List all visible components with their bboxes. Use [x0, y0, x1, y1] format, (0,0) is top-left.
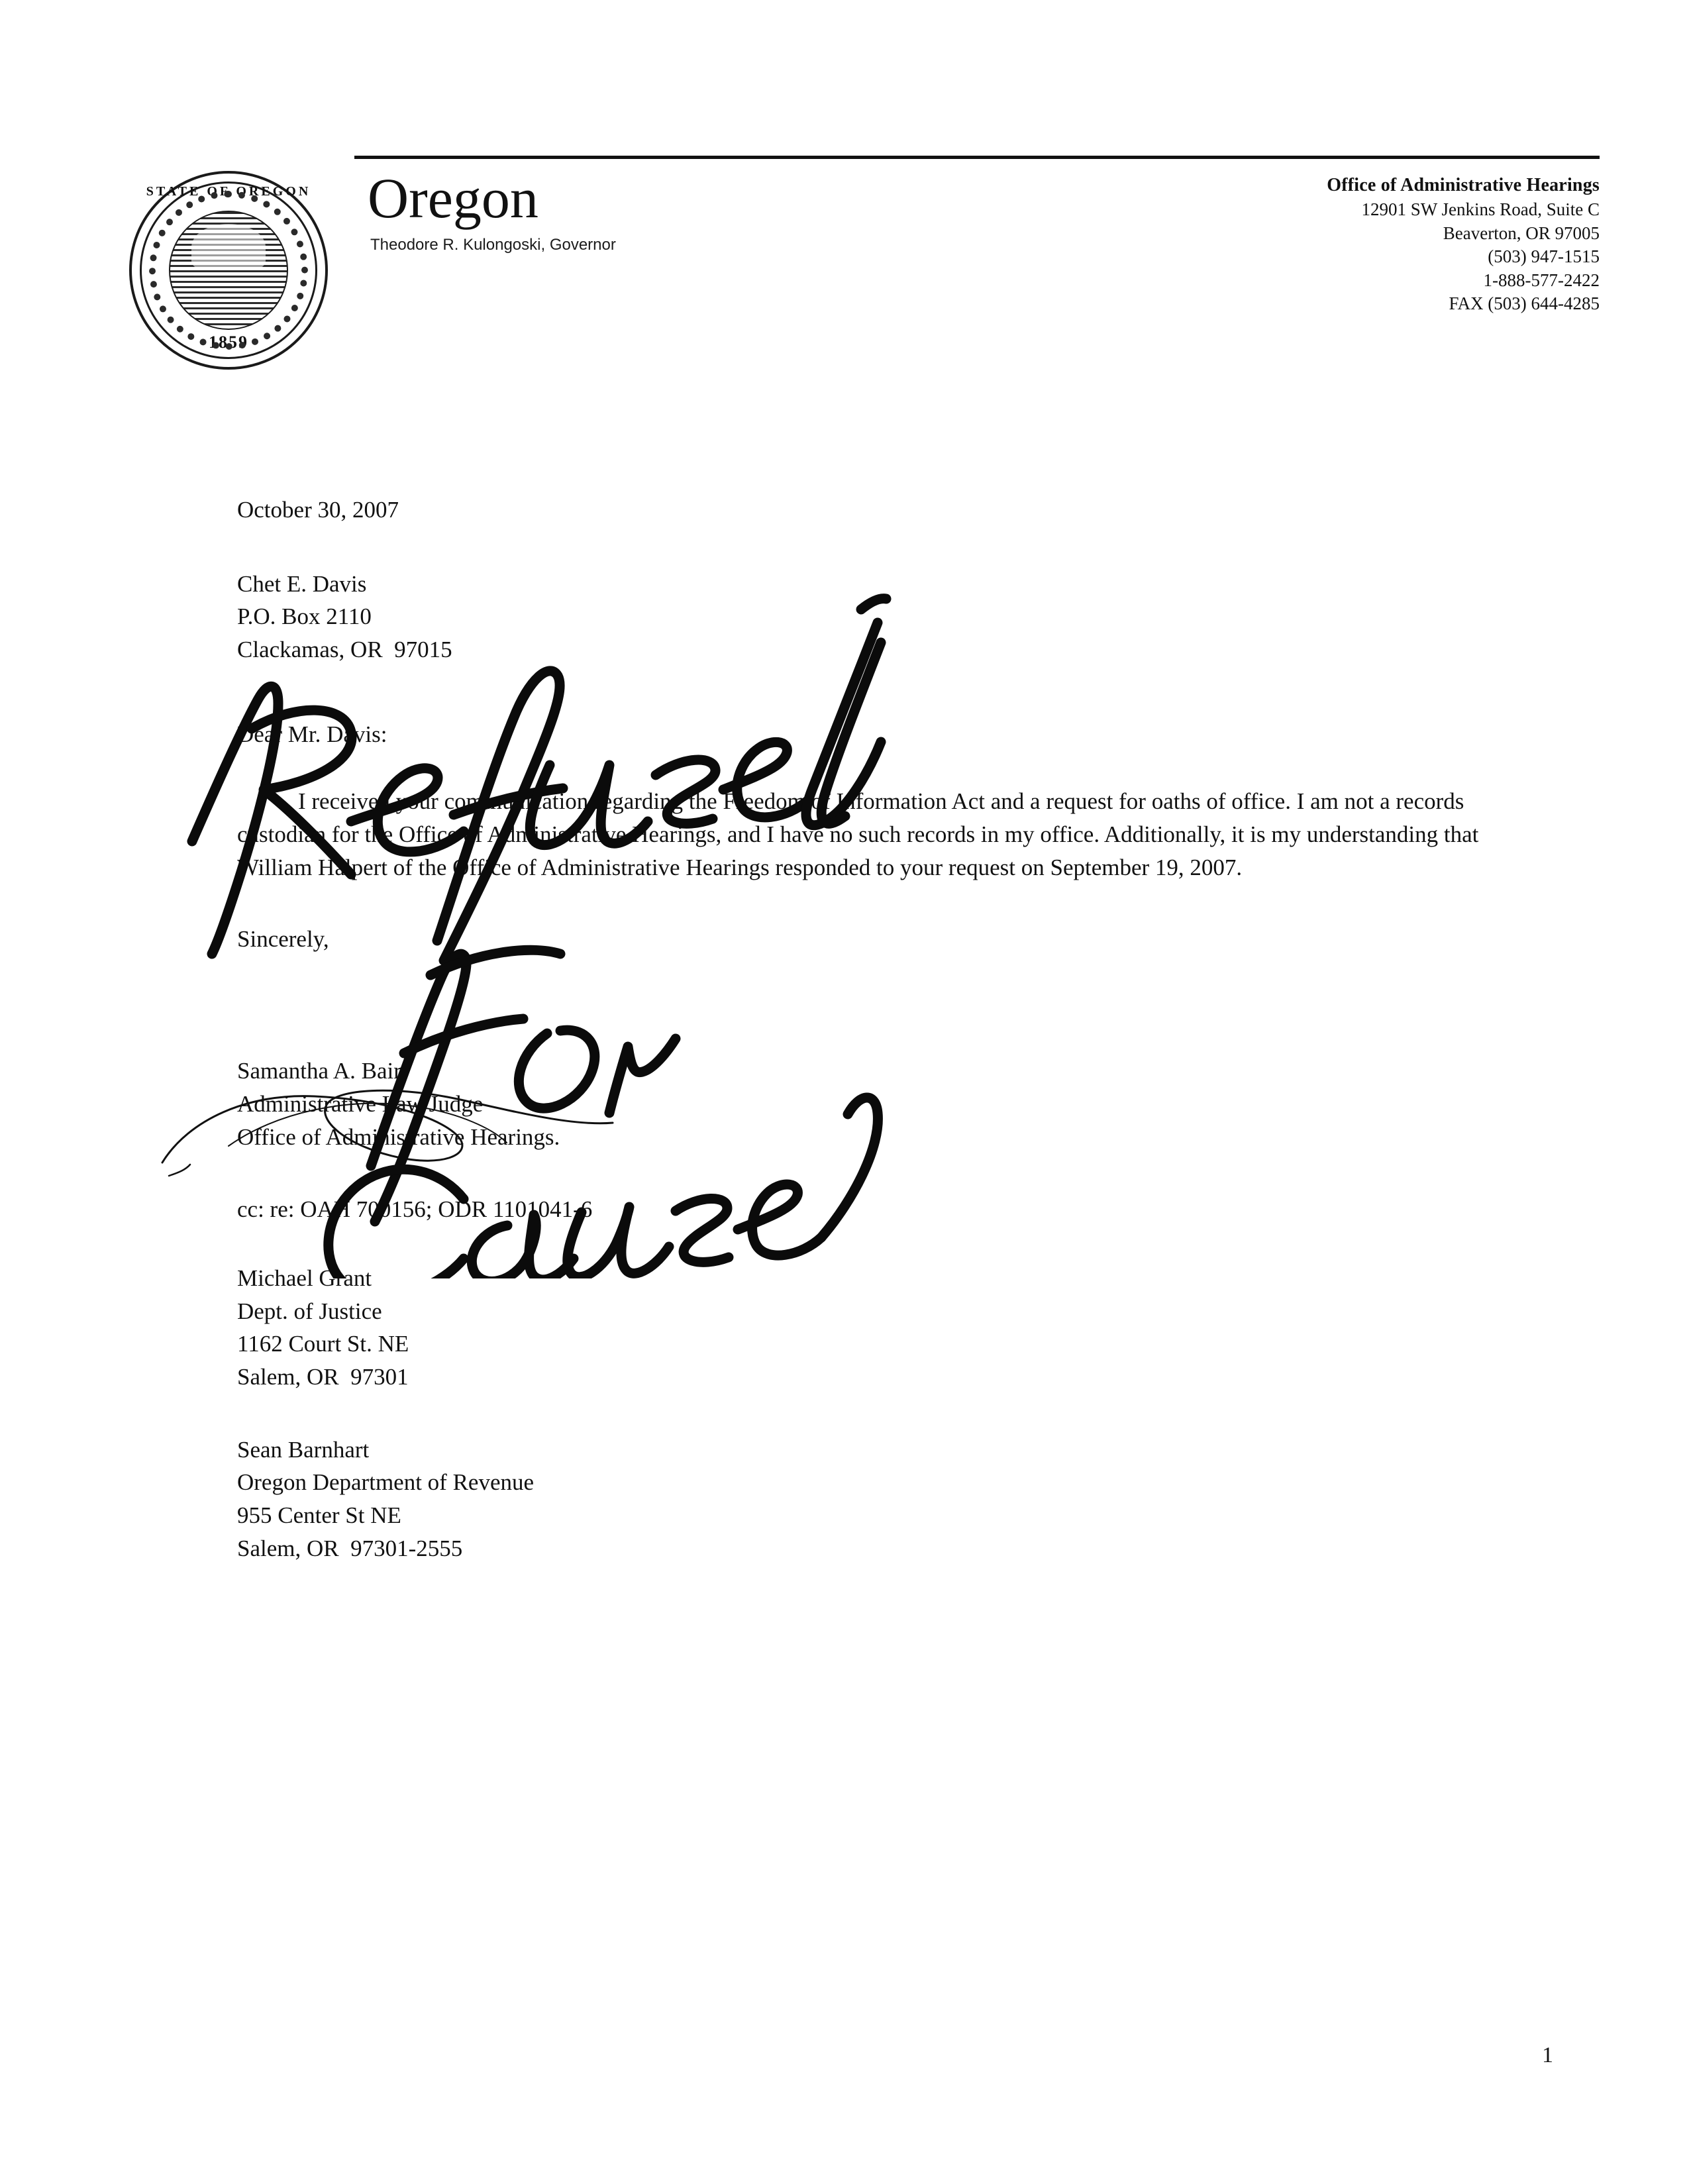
salutation: Dear Mr. Davis:: [237, 721, 387, 747]
seal-bottom-text: 1859: [209, 333, 248, 352]
salutation-block: [237, 718, 1496, 751]
signer-block: [237, 1055, 1496, 1153]
cc-recipient-1-org: Dept. of Justice: [237, 1298, 382, 1324]
recipient-address-block: [237, 568, 1496, 666]
cc-recipient-1-city-state-zip: Salem, OR 97301: [237, 1364, 409, 1390]
cc-recipient-2-org: Oregon Department of Revenue: [237, 1469, 535, 1496]
seal-inner-shield: [169, 211, 288, 330]
office-city-state-zip: Beaverton, OR 97005: [1443, 223, 1600, 243]
cc-recipient-2: [237, 1433, 1496, 1565]
closing: Sincerely,: [237, 925, 329, 952]
office-phone: (503) 947-1515: [1488, 246, 1600, 267]
closing-block: [237, 923, 1496, 956]
office-fax: FAX (503) 644-4285: [1449, 293, 1600, 314]
state-name: Oregon: [368, 166, 538, 230]
letter-date: October 30, 2007: [237, 497, 399, 523]
cc-recipient-1-address: 1162 Court St. NE: [237, 1331, 409, 1357]
seal-top-text: STATE OF OREGON: [146, 184, 311, 199]
body-paragraph-1: I received your communication regarding the Freedom of Information Act and a request for oaths of office. I am not a records custodian for the Office of Administrative Hearings, and I have no such records in my office. Additionally, it is my understanding that William Halpert of the Office of Administrative Hearings responded to your request on September 19, 2007.: [237, 788, 1479, 880]
cc-recipient-2-city-state-zip: Salem, OR 97301-2555: [237, 1535, 463, 1561]
signer-name: Samantha A. Bair: [237, 1058, 401, 1084]
cc-recipient-1-name: Michael Grant: [237, 1265, 372, 1291]
seal-outer-ring: [129, 171, 328, 370]
cc-recipient-2-address: 955 Center St NE: [237, 1502, 401, 1529]
state-seal: [129, 171, 334, 376]
signer-office: Office of Administrative Hearings.: [237, 1123, 560, 1150]
office-address: 12901 SW Jenkins Road, Suite C: [1361, 199, 1600, 219]
cc-recipient-2-name: Sean Barnhart: [237, 1436, 370, 1463]
office-title: Office of Administrative Hearings: [1327, 175, 1600, 195]
letter-date-block: [237, 494, 1496, 527]
recipient-name: Chet E. Davis: [237, 570, 367, 597]
letterhead: [354, 156, 1600, 316]
page-number: 1: [1542, 2043, 1553, 2067]
office-toll-free: 1-888-577-2422: [1483, 270, 1600, 290]
signer-title: Administrative Law Judge: [237, 1090, 484, 1117]
cc-reference-line: cc: re: OAH 700156; ODR 1101041-6: [237, 1196, 593, 1223]
governor-line: Theodore R. Kulongoski, Governor: [370, 236, 616, 254]
letter-body: [237, 494, 1496, 1595]
recipient-address: P.O. Box 2110: [237, 603, 372, 630]
letterhead-left: [354, 166, 616, 254]
cc-recipient-1: [237, 1262, 1496, 1394]
recipient-city-state-zip: Clackamas, OR 97015: [237, 637, 452, 663]
contact-block: [1189, 170, 1600, 316]
